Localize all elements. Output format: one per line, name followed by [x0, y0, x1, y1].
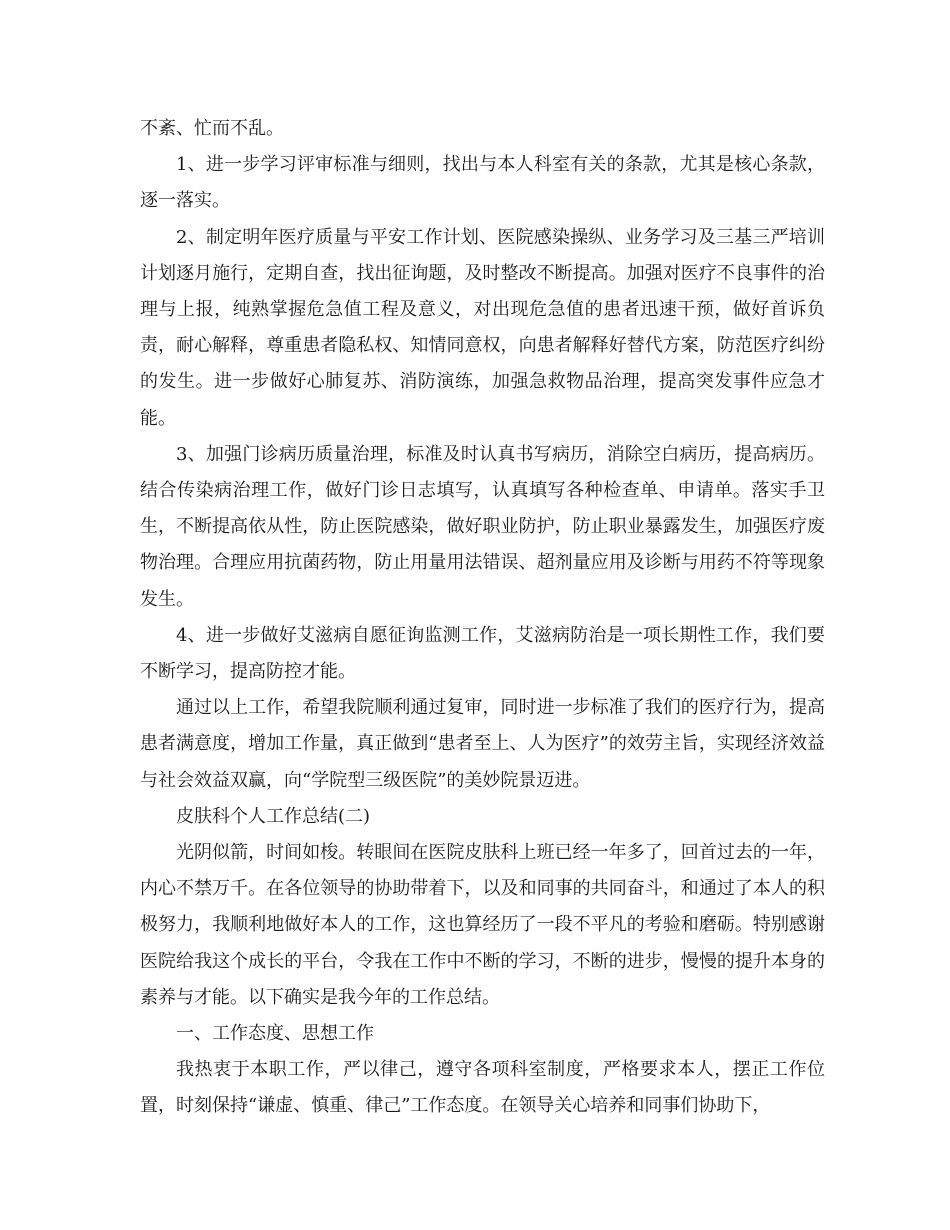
section-title: 皮肤科个人工作总结(二) [176, 805, 371, 827]
paragraph-attitude: 我热衷于本职工作，严以律己，遵守各项科室制度，严格要求本人，摆正工作位置，时刻保持“谦虚、慎重、律己”工作态度。在领导关心培养和同事们协助下， [140, 1059, 825, 1117]
subsection-heading: 一、工作态度、思想工作 [176, 1023, 374, 1045]
paragraph-intro: 光阴似箭，时间如梭。转眼间在医院皮肤科上班已经一年多了，回首过去的一年，内心不禁万千。在各位领导的协助带着下，以及和同事的共同奋斗，和通过了本人的积极努力，我顺利地做好本人的工作，这也算经历了一段不平凡的考验和磨砺。特别感谢医院给我这个成长的平台，令我在工作中不断的学习，不断的进步，慢慢的提升本身的素养与才能。以下确实是我今年的工作总结。 [140, 842, 825, 1008]
paragraph-item-3: 3、加强门诊病历质量治理，标准及时认真书写病历，消除空白病历，提高病历。结合传染病治理工作，做好门诊日志填写，认真填写各种检查单、申请单。落实手卫生，不断提高依从性，防止医院感染，做好职业防护，防止职业暴露发生，加强医疗废物治理。合理应用抗菌药物，防止用量用法错误、超剂量应用及诊断与用药不符等现象发生。 [140, 443, 825, 610]
paragraph-item-4: 4、进一步做好艾滋病自愿征询监测工作，艾滋病防治是一项长期性工作，我们要不断学习，提高防控才能。 [140, 624, 825, 683]
paragraph-continuation: 不紊、忙而不乱。 [140, 118, 284, 139]
paragraph-item-1: 1、进一步学习评审标准与细则，找出与本人科室有关的条款，尤其是核心条款，逐一落实。 [140, 154, 825, 212]
paragraph-item-2: 2、制定明年医疗质量与平安工作计划、医院感染操纵、业务学习及三基三严培训计划逐月施行，定期自查，找出征询题，及时整改不断提高。加强对医疗不良事件的治理与上报，纯熟掌握危急值工程及意义，对出现危急值的患者迅速干预，做好首诉负责，耐心解释，尊重患者隐私权、知情同意权，向患者解释好替代方案，防范医疗纠纷的发生。进一步做好心肺复苏、消防演练，加强急救物品治理，提高突发事件应急才能。 [140, 226, 825, 429]
document-body [140, 111, 825, 1125]
paragraph-conclusion: 通过以上工作，希望我院顺利通过复审，同时进一步标准了我们的医疗行为，提高患者满意度，增加工作量，真正做到“患者至上、人为医疗”的效劳主旨，实现经济效益与社会效益双赢，向“学院型三级医院”的美妙院景迈进。 [140, 697, 825, 791]
